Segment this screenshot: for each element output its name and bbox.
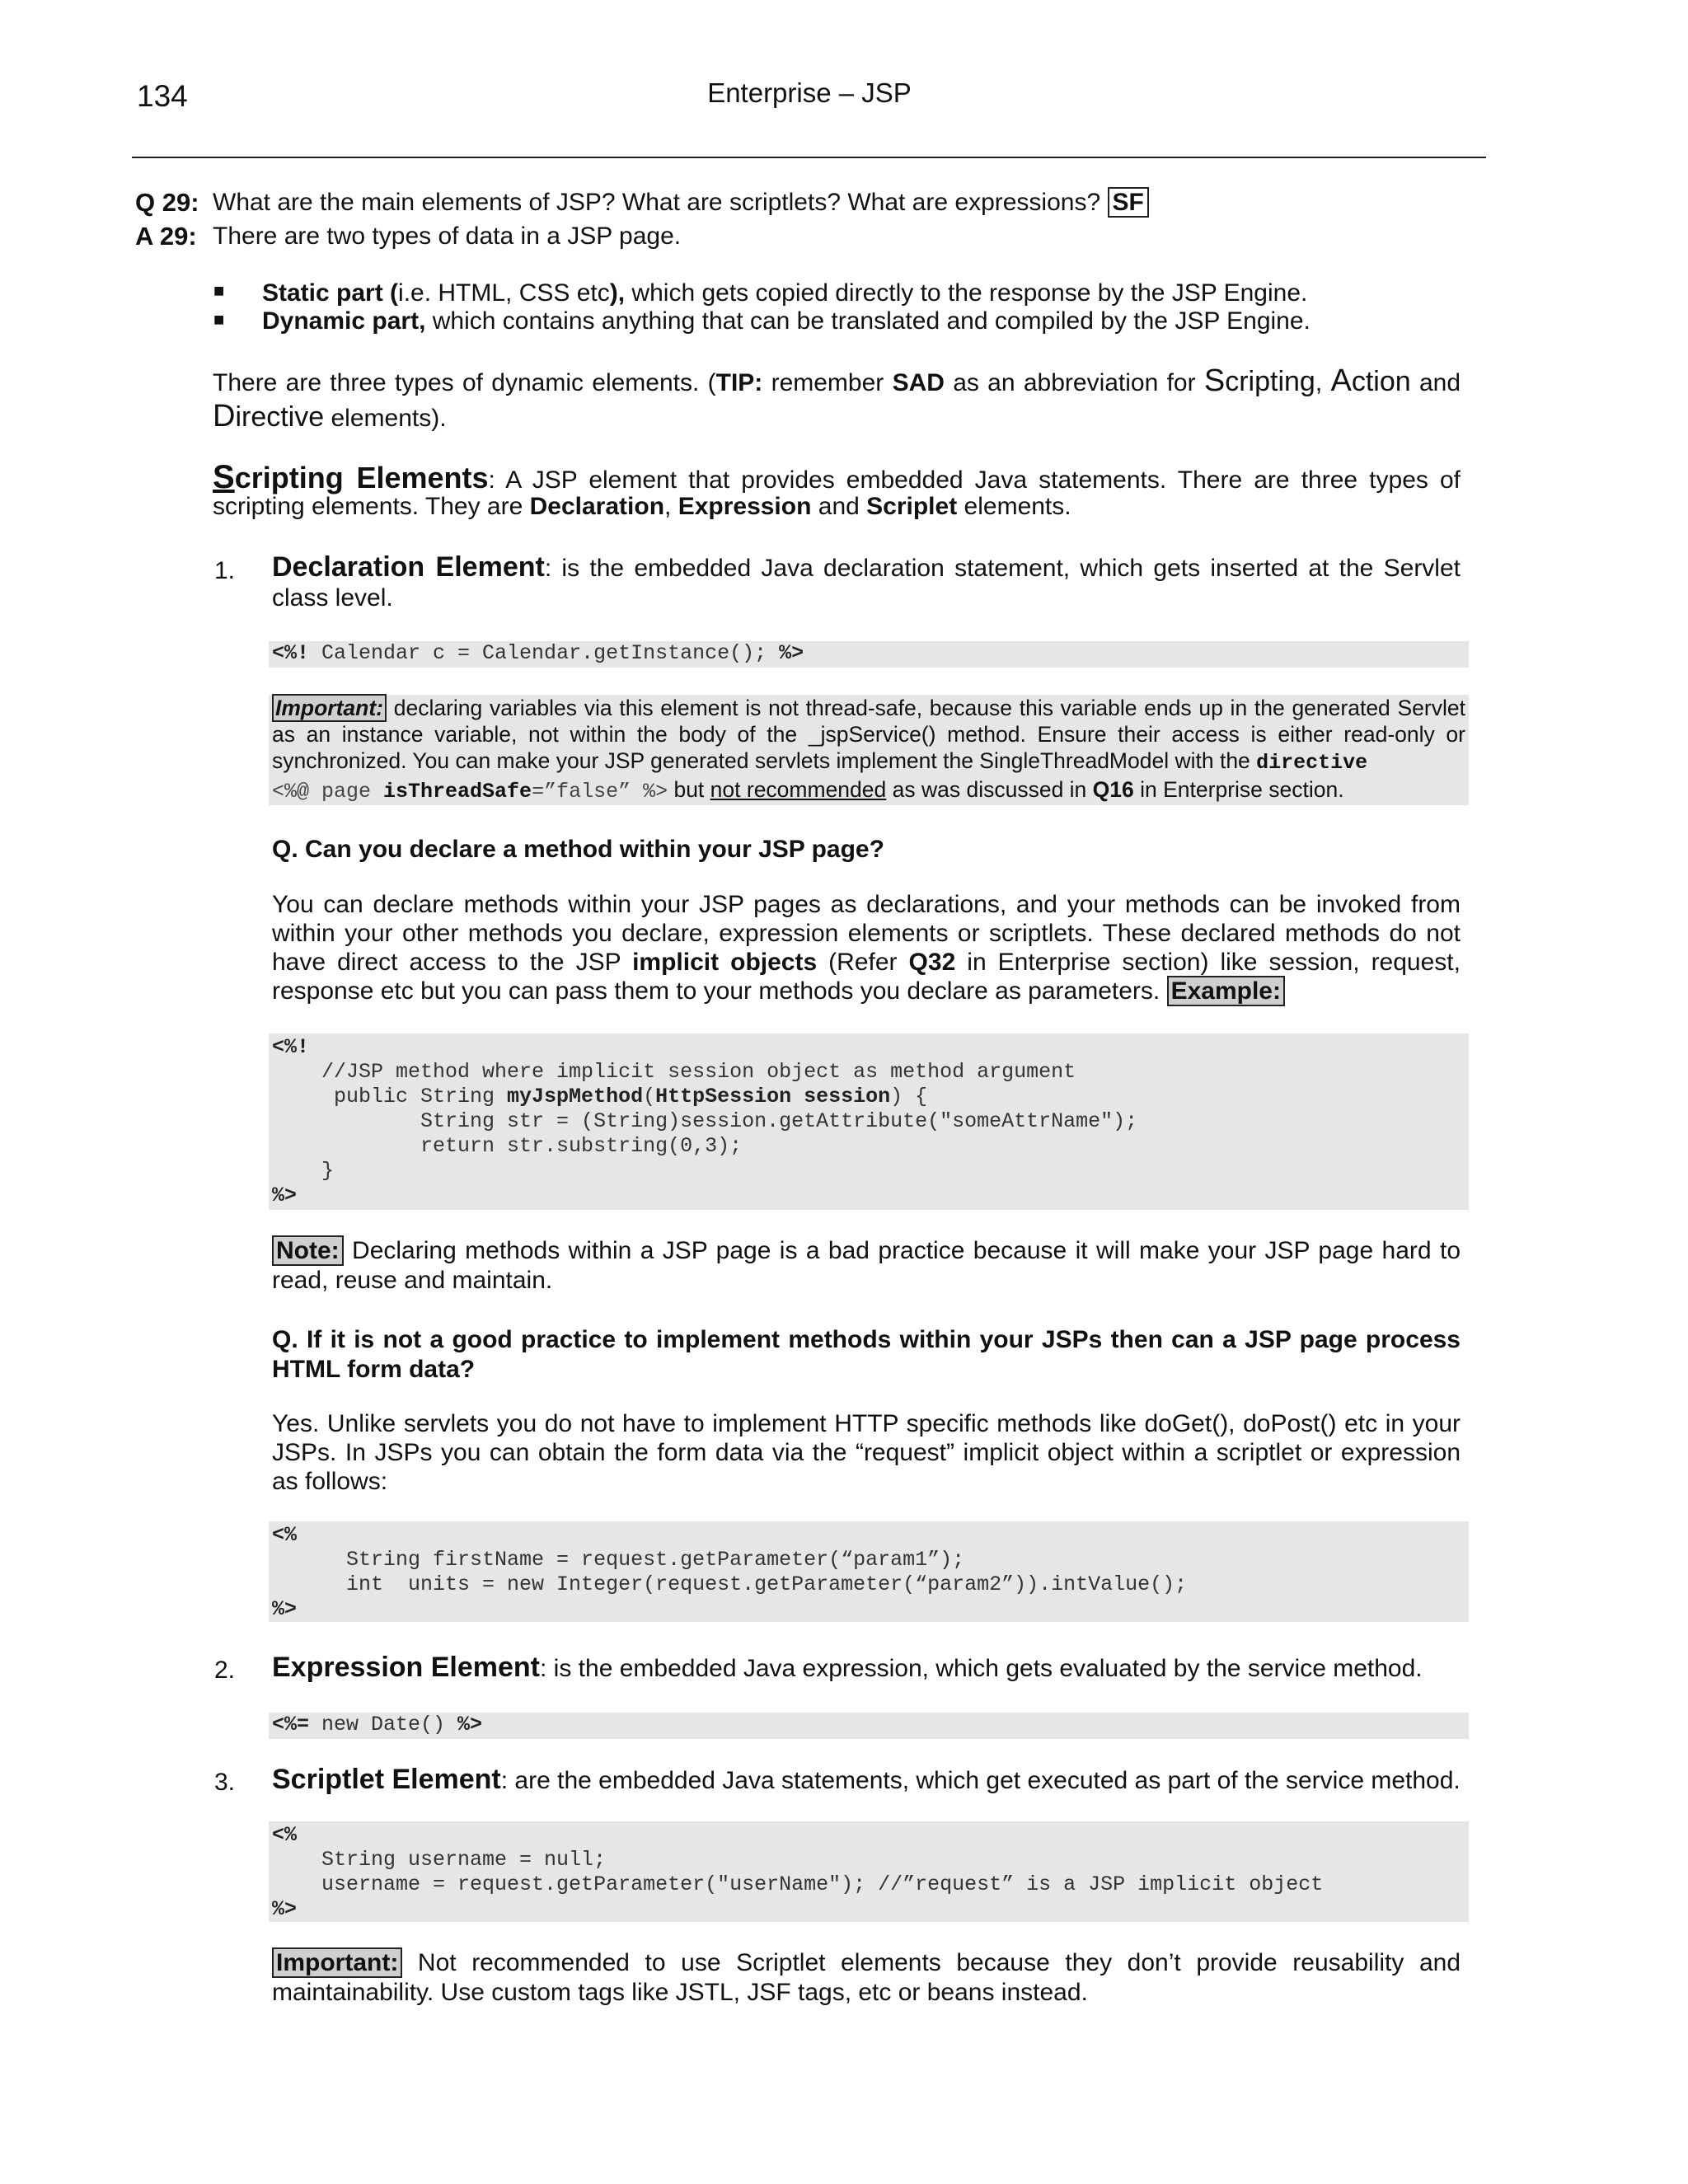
code-block-request-params: <% String firstName = request.getParameter(“param1”); int units = new Integer(request.getParameter(“param2”)).intValue(); %> [269, 1521, 1469, 1622]
expression-element-paragraph: Expression Element: is the embedded Java expression, which gets evaluated by the service method. [272, 1652, 1423, 1683]
code-block-scriptlet: <% String username = null; username = request.getParameter("userName"); //”request” is a JSP implicit object %> [269, 1821, 1469, 1922]
important-note-scriptlets: Important: Not recommended to use Scriptlet elements because they don’t provide reusability and maintainability. Use custom tags like JSTL, JSF tags, etc or beans instead. [272, 1949, 1461, 2006]
question-label: Q 29: [135, 188, 199, 217]
header-rule [132, 157, 1486, 158]
difficulty-tag: SF [1108, 187, 1149, 218]
declaration-element-paragraph: Declaration Element: is the embedded Java declaration statement, which gets inserted at the Servlet class level. [272, 551, 1461, 612]
important-note-thread-safety: Important: declaring variables via this element is not thread-safe, because this variable ends up in the generated Servlet as an instance variable, not within the body of the _jspService() method. Ensure their access is either read-only or synchronized. You can make your JSP generated servlets implement the SingleThreadModel with the directive <%@ page isThreadSafe=”false” %> but not recommended as was discussed in Q16 in Enterprise section. [269, 695, 1469, 805]
answer-intro: There are two types of data in a JSP page. [213, 223, 682, 250]
scriptlet-element-paragraph: Scriptlet Element: are the embedded Java statements, which get executed as part of the service method. [272, 1764, 1461, 1795]
question-text [213, 189, 1149, 217]
dynamic-elements-intro: There are three types of dynamic elements. (TIP: remember SAD as an abbreviation for Scripting, Action and Directive elements). [213, 363, 1461, 434]
item-number-3: 3. [214, 1769, 236, 1796]
item-number-2: 2. [214, 1657, 236, 1684]
question-declare-method: Q. Can you declare a method within your JSP page? [272, 836, 884, 863]
question-text-body: What are the main elements of JSP? What are scriptlets? What are expressions? [213, 189, 1101, 216]
item-number-1: 1. [214, 557, 236, 584]
important-label: Important: [272, 694, 387, 722]
note-bad-practice: Note: Declaring methods within a JSP page is a bad practice because it will make your JSP page hard to read, reuse and maintain. [272, 1237, 1461, 1294]
bullet-square-icon: ■ [213, 309, 225, 330]
bullet-static: Static part (i.e. HTML, CSS etc), which gets copied directly to the response by the JSP Engine. [262, 279, 1308, 307]
answer-declare-method: You can declare methods within your JSP pages as declarations, and your methods can be invoked from within your other methods you declare, expression elements or scriptlets. These declared methods do not have direct access to the JSP implicit objects (Refer Q32 in Enterprise section) like session, request, response etc but you can pass them to your methods you declare as parameters. Example: [272, 891, 1461, 1005]
example-label: Example: [1167, 976, 1285, 1006]
bullet-dynamic: Dynamic part, which contains anything that can be translated and compiled by the JSP Engine. [262, 307, 1311, 335]
code-block-declaration: <%! Calendar c = Calendar.getInstance(); %> [269, 641, 1469, 668]
note-label: Note: [272, 1235, 344, 1266]
bullet-square-icon: ■ [213, 280, 225, 301]
page-number: 134 [137, 79, 188, 113]
scripting-elements-paragraph: Scripting Elements: A JSP element that provides embedded Java statements. There are three types of scripting elements. They are Declaration, Expression and Scriplet elements. [213, 459, 1461, 520]
important-label-2: Important: [272, 1947, 402, 1978]
code-block-expression: <%= new Date() %> [269, 1713, 1469, 1739]
code-block-jsp-method: <%! //JSP method where implicit session object as method argument public String myJspMethod(HttpSession session) { String str = (String)session.getAttribute("someAttrName"); return str.substring(0,3); } %> [269, 1033, 1469, 1210]
answer-label: A 29: [135, 222, 197, 251]
answer-form-data: Yes. Unlike servlets you do not have to implement HTTP specific methods like doGet(), doPost() etc in your JSPs. In JSPs you can obtain the form data via the “request” implicit object within a scriptlet or expression as follows: [272, 1410, 1461, 1495]
running-title: Enterprise – JSP [707, 77, 912, 108]
question-form-data: Q. If it is not a good practice to implement methods within your JSPs then can a JSP page process HTML form data? [272, 1326, 1461, 1383]
